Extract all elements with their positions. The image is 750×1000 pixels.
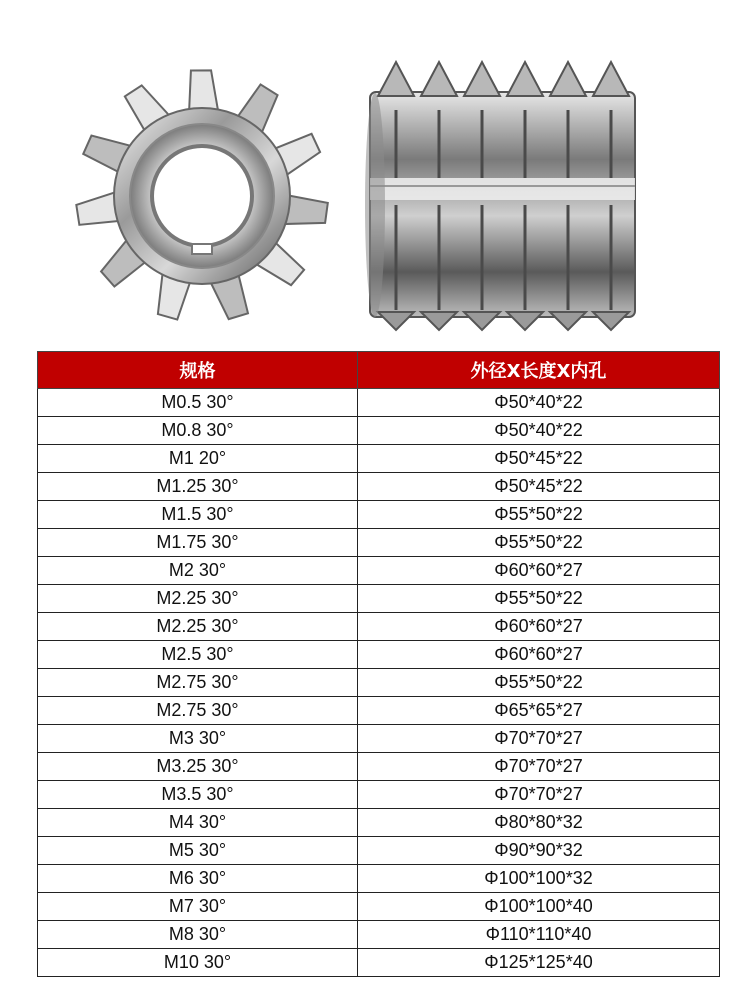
header-dimensions: 外径X长度X内孔	[358, 352, 720, 389]
table-row	[38, 445, 720, 473]
table-row	[38, 585, 720, 613]
cell-dimensions: Φ60*60*27	[358, 613, 720, 641]
table-row	[38, 809, 720, 837]
cell-dimensions: Φ70*70*27	[358, 781, 720, 809]
table-row	[38, 725, 720, 753]
hob-cutter-icon	[365, 62, 635, 330]
cell-spec: M3.25 30°	[38, 753, 358, 781]
table-row	[38, 613, 720, 641]
cell-spec: M2.25 30°	[38, 613, 358, 641]
cell-dimensions: Φ50*40*22	[358, 389, 720, 417]
cell-dimensions: Φ110*110*40	[358, 921, 720, 949]
table-row	[38, 529, 720, 557]
cell-spec: M2 30°	[38, 557, 358, 585]
cell-spec: M4 30°	[38, 809, 358, 837]
spec-table	[37, 351, 720, 977]
cell-dimensions: Φ70*70*27	[358, 753, 720, 781]
cell-spec: M0.8 30°	[38, 417, 358, 445]
table-row	[38, 949, 720, 977]
header-spec: 规格	[38, 352, 358, 389]
table-row	[38, 669, 720, 697]
table-row	[38, 473, 720, 501]
cell-spec: M6 30°	[38, 865, 358, 893]
cell-dimensions: Φ55*50*22	[358, 529, 720, 557]
cell-dimensions: Φ50*45*22	[358, 473, 720, 501]
cell-dimensions: Φ100*100*32	[358, 865, 720, 893]
cell-dimensions: Φ70*70*27	[358, 725, 720, 753]
cell-dimensions: Φ100*100*40	[358, 893, 720, 921]
cell-spec: M3 30°	[38, 725, 358, 753]
cell-spec: M5 30°	[38, 837, 358, 865]
cell-spec: M1.75 30°	[38, 529, 358, 557]
cell-spec: M7 30°	[38, 893, 358, 921]
table-row	[38, 641, 720, 669]
gear-cutter-icon	[76, 70, 327, 319]
cell-dimensions: Φ55*50*22	[358, 585, 720, 613]
table-row	[38, 389, 720, 417]
table-row	[38, 501, 720, 529]
table-row	[38, 697, 720, 725]
table-header-row	[38, 352, 720, 389]
table-row	[38, 893, 720, 921]
cell-spec: M1.25 30°	[38, 473, 358, 501]
cell-dimensions: Φ55*50*22	[358, 669, 720, 697]
cell-dimensions: Φ60*60*27	[358, 557, 720, 585]
cell-dimensions: Φ50*45*22	[358, 445, 720, 473]
cell-dimensions: Φ55*50*22	[358, 501, 720, 529]
cell-dimensions: Φ50*40*22	[358, 417, 720, 445]
cell-dimensions: Φ65*65*27	[358, 697, 720, 725]
cell-dimensions: Φ80*80*32	[358, 809, 720, 837]
table-row	[38, 865, 720, 893]
cell-dimensions: Φ125*125*40	[358, 949, 720, 977]
table-row	[38, 417, 720, 445]
cell-dimensions: Φ60*60*27	[358, 641, 720, 669]
cell-spec: M2.5 30°	[38, 641, 358, 669]
table-row	[38, 837, 720, 865]
table-row	[38, 557, 720, 585]
cell-spec: M2.75 30°	[38, 697, 358, 725]
cell-dimensions: Φ90*90*32	[358, 837, 720, 865]
cell-spec: M10 30°	[38, 949, 358, 977]
table-row	[38, 753, 720, 781]
cell-spec: M2.75 30°	[38, 669, 358, 697]
cell-spec: M1.5 30°	[38, 501, 358, 529]
cell-spec: M8 30°	[38, 921, 358, 949]
cell-spec: M3.5 30°	[38, 781, 358, 809]
cell-spec: M2.25 30°	[38, 585, 358, 613]
product-photo	[0, 0, 750, 345]
table-row	[38, 781, 720, 809]
cell-spec: M1 20°	[38, 445, 358, 473]
cell-spec: M0.5 30°	[38, 389, 358, 417]
table-row	[38, 921, 720, 949]
